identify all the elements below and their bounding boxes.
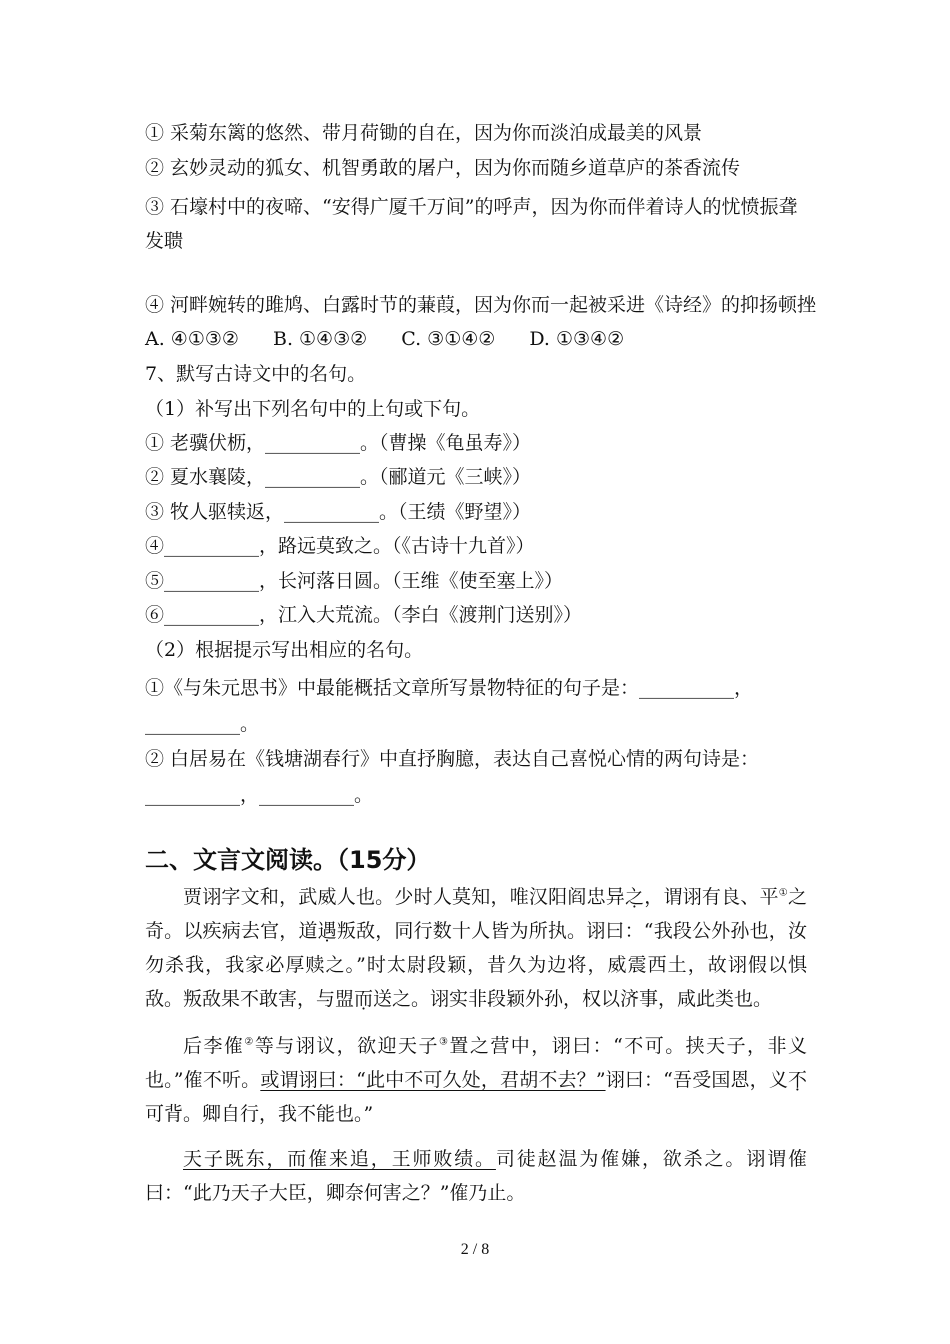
- q7-title: 7、默写古诗文中的名句。: [145, 363, 367, 385]
- text-run: 不可背。卿自行，我不能也。”: [145, 1069, 807, 1125]
- q6-item-4: ④ 河畔婉转的雎鸠、白露时节的蒹葭，因为你而一起被采进《诗经》的抑扬顿挫: [145, 294, 817, 316]
- passage-paragraph-1: [145, 880, 807, 1016]
- text-run: 置之营中，诩曰：“不可。挟天子，非义也。”傕不听。: [145, 1035, 807, 1091]
- emphasis-dot-char: 盟: [335, 988, 355, 1010]
- text-run: 等与诩议，欲迎天子: [254, 1035, 439, 1057]
- option-c[interactable]: C. ③①④②: [401, 328, 496, 350]
- option-d[interactable]: D. ①③④②: [529, 328, 625, 350]
- section-heading: 二、文言文阅读。（15分）: [145, 846, 431, 874]
- q7-part2-item-1: ①《与朱元思书》中最能概括文章所写景物特征的句子是：__________，__________。: [145, 677, 754, 735]
- q7-part1-item-4: ④__________，路远莫致之。（《古诗十九首》）: [145, 535, 535, 557]
- q6-options: [145, 327, 652, 351]
- q7-part2-item-2: ② 白居易在《钱塘湖春行》中直抒胸臆，表达自己喜悦心情的两句诗是：__________，__________。: [145, 748, 760, 806]
- footnote-mark: ②: [244, 1036, 255, 1048]
- q6-item-3: ③ 石壕村中的夜啼、“安得广厦千万间”的呼声，因为你而伴着诗人的忧愤振聋发聩: [145, 196, 798, 252]
- footnote-mark: ①: [778, 887, 788, 899]
- passage-paragraph-3: [145, 1142, 807, 1210]
- underlined-sentence: 或谓诩曰：“此中不可久处，君胡不去？”: [260, 1069, 606, 1091]
- q6-item-2: ② 玄妙灵动的狐女、机智勇敢的屠户，因为你而随乡道草庐的茶香流传: [145, 157, 741, 179]
- option-a[interactable]: A. ④①③②: [145, 328, 239, 350]
- q7-part2-title: （2）根据提示写出相应的名句。: [145, 639, 424, 661]
- q7-part1-item-2: ② 夏水襄陵，__________。（郦道元《三峡》）: [145, 466, 532, 488]
- q7-part1-item-6: ⑥__________，江入大荒流。（李白《渡荆门送别》）: [145, 604, 583, 626]
- emphasis-dot-char: 道: [298, 920, 318, 942]
- passage-paragraph-2: [145, 1029, 807, 1131]
- emphasis-dot-char: 义: [768, 1069, 788, 1091]
- text-run: 诩曰：“吾受国恩，: [605, 1069, 769, 1091]
- q7-part1-item-3: ③ 牧人驱犊返，__________。（王绩《野望》）: [145, 501, 532, 523]
- q7-part1-item-1: ① 老骥伏枥，__________。（曹操《龟虽寿》）: [145, 432, 532, 454]
- footnote-mark: ③: [438, 1036, 450, 1048]
- q7-part1-title: （1）补写出下列名句中的上句或下句。: [145, 398, 481, 420]
- page-number: 2 / 8: [460, 1241, 490, 1258]
- underlined-sentence: 天子既东，而傕来追，王师败绩。: [183, 1148, 496, 1170]
- emphasis-dot-char: 异: [605, 886, 626, 908]
- q6-item-1: ① 采菊东篱的悠然、带月荷锄的自在，因为你而淡泊成最美的风景: [145, 122, 703, 144]
- text-run: 而送之。诩实非段颖外孙，权以济事，咸此类也。: [354, 988, 773, 1010]
- option-b[interactable]: B. ①④③②: [272, 328, 368, 350]
- text-run: 贾诩字文和，武威人也。少时人莫知，唯汉阳阎忠: [183, 886, 606, 908]
- text-run: 之奇。以疾病去官，: [145, 886, 807, 942]
- q7-part1-item-5: ⑤__________，长河落日圆。（王维《使至塞上》）: [145, 570, 564, 592]
- text-run: 后李傕: [183, 1035, 245, 1057]
- text-run: 遇叛敌，同行数十人皆为所执。诩曰：“我段公外孙也，汝勿杀我，我家必厚赎之。”时太尉段颖，昔久为边将，威震西土，故诩假以惧敌。叛敌果不敢害，与: [145, 920, 807, 1010]
- text-run: 之，谓诩有良、平: [625, 886, 779, 908]
- text-run: 司徒赵温为傕嫌，欲杀之。诩谓傕曰：“此乃天子大臣，卿奈何害之？”傕乃止。: [145, 1148, 807, 1204]
